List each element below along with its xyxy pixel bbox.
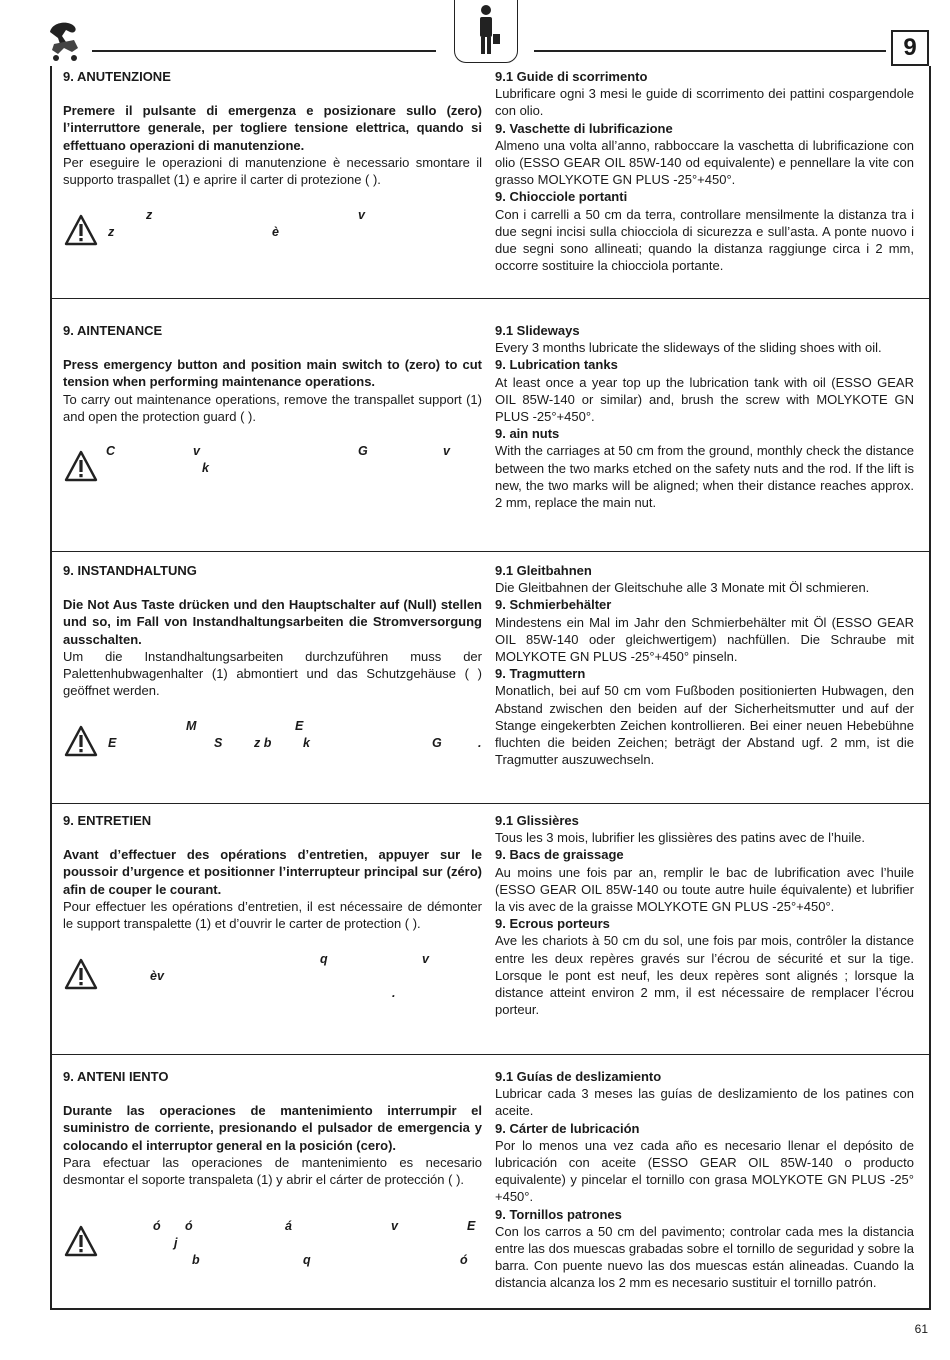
subsection-heading: 9. Schmierbehälter bbox=[495, 597, 612, 613]
procedure-text: To carry out maintenance operations, remove the transpallet support (1) and open the protection guard ( ). bbox=[63, 391, 482, 424]
safety-instruction: Die Not Aus Taste drücken und den Hauptschalter auf (Null) stellen und so, im Fall von Instandhaltungsarbeiten die Stromversorgung ausschalten. bbox=[63, 597, 482, 647]
warning-fragment: ó bbox=[460, 1253, 468, 1267]
subsection-text: Tous les 3 mois, lubrifier les glissières des patins avec de l’huile. bbox=[495, 830, 865, 846]
warning-fragment: b bbox=[192, 1253, 200, 1267]
operator-icon bbox=[455, 0, 517, 62]
procedure-text: Um die Instandhaltungsarbeiten durchzuführen muss der Palettenhubwagenhalter (1) abmontiert und das Schutzgehäuse ( ) geöffnet werden. bbox=[63, 648, 482, 699]
warning-fragment: S bbox=[214, 736, 223, 750]
section-title: 9. ANUTENZIONE bbox=[63, 69, 171, 84]
subsection-text: Die Gleitbahnen der Gleitschuhe alle 3 Monate mit Öl schmieren. bbox=[495, 580, 870, 596]
warning-fragment: è bbox=[272, 225, 279, 239]
warning-icon bbox=[64, 450, 98, 487]
section-divider bbox=[52, 298, 929, 299]
subsection-heading: 9. Bacs de graissage bbox=[495, 847, 624, 863]
subsection-text: Por lo menos una vez cada año es necesario llenar el depósito de lubricación con aceite (ESSO GEAR OIL 85W-140 o producto equivalente) y pincelar el tornillo con grasa MOLYKOTE GN PLUS -25°+450°. bbox=[495, 1137, 914, 1205]
warning-fragment: E bbox=[108, 736, 117, 750]
warning-fragment: ó bbox=[185, 1219, 193, 1233]
header-rule-right bbox=[534, 50, 886, 52]
left-column bbox=[63, 322, 482, 425]
left-column bbox=[63, 562, 482, 699]
procedure-text: Para efectuar las operaciones de mantenimiento es necesario desmontar el soporte transpaleta (1) y abrir el cárter de protección ( ). bbox=[63, 1154, 482, 1188]
warning-fragment: q bbox=[320, 952, 328, 966]
subsection-heading: 9. Chiocciole portanti bbox=[495, 189, 628, 205]
right-column bbox=[495, 812, 914, 1018]
subsection-text: Ave les chariots à 50 cm du sol, une fois par mois, contrôler la distance entre les deux repères gravés sur l’écrou de sécurité et sur la tige. Lorsque le pont est neuf, les deux repères sont alignés ; lorsque la distance atteint environ 2 mm, il est nécessaire de remplacer l’écrou porteur. bbox=[495, 933, 914, 1018]
warning-fragment: k bbox=[303, 736, 310, 750]
warning-fragment: k bbox=[202, 461, 209, 475]
right-column bbox=[495, 68, 914, 274]
warning-icon bbox=[64, 725, 98, 762]
safety-instruction: Avant d’effectuer des opérations d’entretien, appuyer sur le poussoir d’urgence et positionner l’interrupteur principal sur (zéro) afin de couper le courant. bbox=[63, 847, 482, 897]
warning-fragment: v bbox=[443, 444, 450, 458]
subsection-heading: 9.1 Guías de deslizamiento bbox=[495, 1069, 662, 1084]
right-column bbox=[495, 322, 914, 511]
left-column bbox=[63, 1068, 482, 1188]
subsection-heading: 9. ain nuts bbox=[495, 426, 560, 442]
safety-instruction: Press emergency button and position main switch to (zero) to cut tension when performing maintenance operations. bbox=[63, 357, 482, 390]
warning-fragment: . bbox=[392, 986, 396, 1000]
right-column bbox=[495, 1068, 914, 1292]
section-title: 9. ANTENI IENTO bbox=[63, 1069, 169, 1084]
subsection-heading: 9. Cárter de lubricación bbox=[495, 1120, 640, 1136]
warning-fragment: G bbox=[432, 736, 442, 750]
warning-fragment: ó bbox=[153, 1219, 161, 1233]
safety-instruction: Premere il pulsante di emergenza e posizionare sullo (zero) l’interruttore generale, per togliere tensione elettrica, quando si effettuano operazioni di manutenzione. bbox=[63, 103, 482, 153]
section-title: 9. INSTANDHALTUNG bbox=[63, 563, 197, 578]
warning-fragment: q bbox=[303, 1253, 311, 1267]
subsection-text: With the carriages at 50 cm from the ground, monthly check the distance between the two marks etched on the safety nuts and the rod. If the lift is new, the two marks will be aligned; when their distance reaches approx. 2 mm, replace the main nut. bbox=[495, 443, 914, 511]
warning-fragment: èv bbox=[150, 969, 164, 983]
right-column bbox=[495, 562, 914, 768]
subsection-text: Lubrificare ogni 3 mesi le guide di scorrimento dei pattini cospargendole con olio. bbox=[495, 86, 914, 119]
section-title: 9. AINTENANCE bbox=[63, 323, 163, 338]
warning-fragment: á bbox=[285, 1219, 292, 1233]
subsection-text: Monatlich, bei auf 50 cm vom Fußboden positionierten Hubwagen, den Abstand zwischen den beiden auf der Sicherheitsmutter und auf der Stange eingekerbten Zeichen kontrollieren. Bei einer neuen Hebebühne fluchten die beiden Zeichen; beträgt der Abstand ugf. 2 mm, ist die Tragmutter auszuwechseln. bbox=[495, 683, 914, 768]
warning-fragment: M bbox=[186, 719, 197, 733]
left-column bbox=[63, 812, 482, 932]
subsection-heading: 9. Vaschette di lubrificazione bbox=[495, 120, 673, 136]
subsection-heading: 9.1 Glissières bbox=[495, 813, 579, 828]
warning-fragment: E bbox=[295, 719, 304, 733]
header-rule-left bbox=[92, 50, 436, 52]
section-title: 9. ENTRETIEN bbox=[63, 813, 152, 828]
warning-icon bbox=[64, 214, 98, 251]
warning-fragment: v bbox=[358, 208, 365, 222]
left-column bbox=[63, 68, 482, 188]
section-divider bbox=[52, 551, 929, 552]
subsection-text: At least once a year top up the lubrication tank with oil (ESSO GEAR OIL 85W-140 or similar) and, brush the screw with MOLYKOTE GN PLUS -25°+450°. bbox=[495, 374, 914, 425]
subsection-heading: 9.1 Gleitbahnen bbox=[495, 563, 592, 578]
warning-icon bbox=[64, 1225, 98, 1262]
subsection-text: Lubricar cada 3 meses las guías de deslizamiento de los patines con aceite. bbox=[495, 1086, 914, 1119]
warning-fragment: v bbox=[422, 952, 429, 966]
warning-fragment: v bbox=[193, 444, 200, 458]
warning-fragment: v bbox=[391, 1219, 398, 1233]
chapter-number: 9 bbox=[891, 30, 929, 66]
subsection-text: Mindestens ein Mal im Jahr den Schmierbehälter mit Öl (ESSO GEAR OIL 85W-140 oder gleichwertigem) nachfüllen. Die Schraube mit MOLYKOTE GN PLUS -25°+450° pinseln. bbox=[495, 614, 914, 665]
section-divider bbox=[52, 803, 929, 804]
warning-fragment: E bbox=[467, 1219, 476, 1233]
warning-fragment: z bbox=[146, 208, 153, 222]
subsection-heading: 9. Tornillos patrones bbox=[495, 1206, 622, 1222]
subsection-text: Almeno una volta all’anno, rabboccare la vaschetta di lubrificazione con olio (ESSO GEAR OIL 85W-140 od equivalente) e pennellare la vite con grasso MOLYKOTE GN PLUS -25°+450°. bbox=[495, 137, 914, 188]
warning-fragment: G bbox=[358, 444, 368, 458]
subsection-heading: 9.1 Guide di scorrimento bbox=[495, 69, 648, 84]
warning-fragment: . bbox=[478, 736, 482, 750]
subsection-text: Every 3 months lubricate the slideways of the sliding shoes with oil. bbox=[495, 340, 882, 356]
warning-fragment: j bbox=[174, 1236, 178, 1250]
brand-logo-icon bbox=[44, 18, 90, 64]
section-divider bbox=[52, 1054, 929, 1055]
warning-fragment: C bbox=[106, 444, 116, 458]
subsection-heading: 9. Tragmuttern bbox=[495, 666, 586, 682]
warning-icon bbox=[64, 958, 98, 995]
subsection-heading: 9. Lubrication tanks bbox=[495, 357, 618, 373]
subsection-heading: 9. Ecrous porteurs bbox=[495, 916, 610, 932]
subsection-text: Au moins une fois par an, remplir le bac de lubrification avec l’huile (ESSO GEAR OIL 85W-140 ou toute autre huile équivalente) et lubrifier la vis avec de la graisse MOLYKOTE GN PLUS -25°+450°. bbox=[495, 864, 914, 915]
operator-icon-box bbox=[454, 0, 518, 63]
procedure-text: Pour effectuer les opérations d’entretien, il est nécessaire de démonter le support transpalette (1) et d’ouvrir le carter de protection ( ). bbox=[63, 898, 482, 932]
warning-fragment: z bbox=[108, 225, 115, 239]
subsection-text: Con i carrelli a 50 cm da terra, controllare mensilmente la distanza tra i due segni incisi sulla chiocciola di sicurezza e sull’asta. A ponte nuovo i due segni sono allineati; quando la distanza raggiunge circa i 2 mm, occorre sostituire la chiocciola portante. bbox=[495, 206, 914, 274]
procedure-text: Per eseguire le operazioni di manutenzione è necessario smontare il supporto traspallet (1) e aprire il carter di protezione ( ). bbox=[63, 154, 482, 188]
warning-fragment: z b bbox=[254, 736, 272, 750]
subsection-heading: 9.1 Slideways bbox=[495, 323, 580, 338]
safety-instruction: Durante las operaciones de mantenimiento interrumpir el suministro de corriente, presionando el pulsador de emergencia y colocando el interruptor general en la posición (cero). bbox=[63, 1103, 482, 1153]
subsection-text: Con los carros a 50 cm del pavimento; controlar cada mes la distancia entre las dos muescas grabadas sobre el tornillo de seguridad y sobre la barra. Con puente nuevo las dos muescas están alineadas. Cuando la distancia alcanza los 2 mm es necesario sustituir el tornillo patrón. bbox=[495, 1223, 914, 1291]
page-number: 61 bbox=[914, 1322, 928, 1336]
